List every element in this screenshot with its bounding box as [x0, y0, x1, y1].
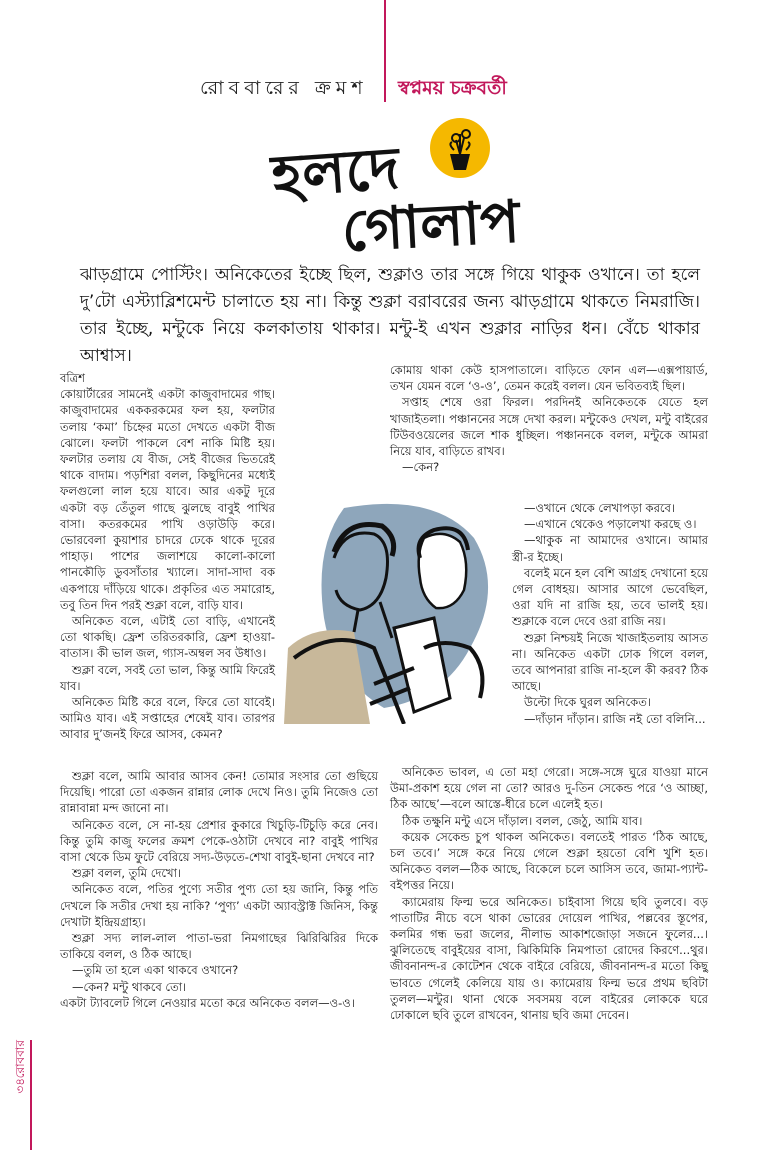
paragraph: অনিকেত বলে, এটাই তো বাড়ি, এখানেই তো থাকছি। ফ্রেশ তরিতরকারি, ফ্রেশ হাওয়া-বাতাস। কী ভাল জল, গ্যাস-অম্বল সব উধাও।: [60, 614, 275, 661]
paragraph: ঠিক তক্ষুনি মন্টু এসে দাঁড়াল। বলল, জেঠু, আমি যাব।: [402, 813, 643, 828]
column-b: [390, 362, 708, 475]
paragraph: উল্টো দিকে ঘুরল অনিকেত।: [524, 695, 651, 710]
paragraph: কোয়ার্টারের সামনেই একটা কাজুবাদামের গাছ। কাজুবাদামের এককরকমের ফল হয়, ফলটার তলায় ‘কমা’ চিহ্নের মতো দেখতে একটা বীজ ঝোলে। ফলটা পাকলে বেশ নাকি মিষ্টি হয়। ফলটার তলায় যে বীজ, সেই বীজের ভিতরেই থাকে বাদাম। পড়শিরা বলল, কিছুদিনের মধ্যেই ফলগুলো লাল হয়ে যাবে। আর একটু দূরে একটা বড় তেঁতুল গাছে ঝুলছে বাবুই পাখির বাসা। কতরকমের পাখি ওড়াউড়ি করে। ভোরবেলা কুয়াশার চাদরে ঢেকে থাকে দূরের পাহাড়। পাশের জলাশয়ে কালো-কালো পানকৌড়ি ডুবসাঁতার খ্যালে। সাদা-সাদা বক একপায়ে দাঁড়িয়ে থাকে। প্রকৃতির এত সমারোহ, তবু তিন দিন পরই শুক্লা বলে, বাড়ি যাব।: [60, 387, 275, 612]
column-b-lower: [390, 764, 708, 1023]
paragraph: —দাঁড়ান দাঁড়ান। রাজি নই তো বলিনি...: [524, 711, 706, 726]
paragraph: —কেন?: [402, 460, 440, 475]
paragraph: কোমায় থাকা কেউ হাসপাতালে। বাড়িতে ফোন এল—এক্সপায়ার্ড, তখন যেমন বলে ‘ও-ও’, তেমন করেই বলল। যেন ভবিতব্যই ছিল।: [390, 363, 708, 394]
paragraph: —ওখানে থেকে লেখাপড়া করবে।: [524, 501, 676, 515]
paragraph: সপ্তাহ শেষে ওরা ফিরল। পরদিনই অনিকেতকে যেতে হল খাজাইতলা। পঞ্চাননের সঙ্গে দেখা করল। মন্টুকেও দেখল, মন্টু বাইরের টিউবওয়েলের জলে শাক ধুচ্ছিল। পঞ্চাননকে বলল, মন্টুকে আমরা নিয়ে যাব, বাড়িতে রাখব।: [390, 395, 708, 459]
paragraph: শুক্লা সদ্য লাল-লাল পাতা-ভরা নিমগাছের ঝিরিঝিরির দিকে তাকিয়ে বলল, ও ঠিক আছে।: [60, 931, 378, 962]
flower-pot-logo-icon: [428, 116, 492, 180]
author-name: স্বপ্নময় চক্রবর্তী: [398, 77, 507, 99]
paragraph: শুক্লা বলল, তুমি দেখো।: [72, 866, 182, 881]
paragraph: অনিকেত বলে, সে না-হয় প্রেশার কুকারে খিচুড়ি-টিচুড়ি করে নেব। কিন্তু তুমি কাজু ফলের ক্রমশ পেকে-ওঠাটা দেখবে না? বাবুই পাখির বাসা থেকে ডিম ফুটে বেরিয়ে সদ্য-উড়তে-শেখা বাবুই-ছানা দেখবে না?: [60, 817, 378, 865]
paragraph: শুক্লা নিশ্চয়ই নিজে খাজাইতলায় আসত না। অনিকেত একটা ঢোক গিলে বলল, তবে আপনারা রাজি না-হলে কী করব? ঠিক আছে।: [512, 630, 708, 694]
column-a-lower: [60, 768, 378, 1011]
chapter-number: বত্রিশ: [60, 371, 85, 385]
column-b-middle: [512, 500, 708, 727]
side-bar: [30, 1040, 32, 1150]
paragraph: কয়েক সেকেন্ড চুপ থাকল অনিকেত। বলতেই পারত ‘ঠিক আছে, চল তবে।’ সঙ্গে করে নিয়ে গেলে শুক্লা হয়তো বেশি খুশি হত। অনিকেত বলল—ঠিক আছে, বিকেলে চলে আসিস তবে, জামা-প্যান্ট-বইপত্তর নিয়ে।: [390, 829, 708, 893]
magazine-name: রোববার: [13, 1040, 27, 1079]
paragraph: শুক্লা বলে, আমি আবার আসব কেন! তোমার সংসার তো গুছিয়ে দিয়েছি। পারো তো একজন রান্নার লোক দেখে নিও। তুমি নিজেও তো রান্নাবান্না মন্দ জানো না।: [60, 769, 378, 816]
title-line1: হলদে: [269, 133, 402, 211]
paragraph: অনিকেত মিষ্টি করে বলে, ফিরে তো যাবেই। আমিও যাব। এই সপ্তাহের শেষেই যাব। তারপর আবার দু’জনই ফিরে আসব, কেমন?: [60, 695, 275, 742]
paragraph: অনিকেত বলে, পতির পুণ্যে সতীর পুণ্য তো হয় জানি, কিন্তু পতি দেখলে কি সতীর দেখা হয় নাকি? ‘পুণ্য’ একটা অ্যাবস্ট্রাক্ট জিনিস, কিন্তু দেখাটা ইন্দ্রিয়গ্রাহ্য।: [60, 882, 378, 929]
header-divider-line: [384, 0, 386, 102]
intro-paragraph: ঝাড়গ্রামে পোস্টিং। অনিকেতের ইচ্ছে ছিল, শুক্লাও তার সঙ্গে গিয়ে থাকুক ওখানে। তা হলে দু’টো এস্ট্যাব্লিশমেন্ট চালাতে হয় না। কিন্তু শুক্লা বরাবরের জন্য ঝাড়গ্রামে থাকতে নিমরাজি। তার ইচ্ছে, মন্টুকে নিয়ে কলকাতায় থাকার। মন্টু-ই এখন শুক্লার নাড়ির ধন। বেঁচে থাকার আশ্বাস।: [80, 265, 700, 366]
story-illustration: [274, 498, 506, 724]
paragraph: বলেই মনে হল বেশি আগ্রহ দেখানো হয়ে গেল বোধহয়। আসার আগে ভেবেছিল, ওরা যদি না রাজি হয়, তবে ভালই হয়। শুক্লাকে বলে দেবে ওরা রাজি নয়।: [512, 565, 708, 629]
column-a: [60, 370, 275, 743]
paragraph: —তুমি তা হলে একা থাকবে ওখানে?: [72, 963, 239, 978]
series-name: রোববারের ক্রমশ: [200, 77, 368, 99]
page-number: ৩৪: [13, 1078, 27, 1094]
paragraph: —থাকুক না আমাদের ওখানে। আমার স্ত্রী-র ইচ্ছে।: [512, 533, 708, 564]
side-folio: [10, 1040, 28, 1150]
title-line2: গোলাপ: [340, 187, 522, 265]
paragraph: ক্যামেরায় ফিল্ম ভরে অনিকেত। চাইবাসা গিয়ে ছবি তুলবে। বড় পাতাটির নীচে বসে থাকা ভোরের দোয়েল পাখির, পল্লবের স্তূপের, কলমির গন্ধ ভরা জলের, নীলাভ আকাশজোড়া সজনে ফুলের...। ঝুলিতেছে বাবুইয়ের বাসা, ঝিকিমিকি নিমপাতা রোদের কিরণে...থুর। জীবনানন্দ-র কোটেশন থেকে বাইরে বেরিয়ে, জীবনানন্দ-র মতো কিছু ভাবতে গেলেই কেলিয়ে যায় ও। ক্যামেরায় ফিল্ম ভরে প্রথম ছবিটা তুলল—মন্টুর। থানা থেকে সবসময় বলে বাইরের লোককে ঘরে ঢোকালে ছবি তুলে রাখবেন, থানায় ছবি জমা দেবেন।: [390, 894, 708, 1023]
paragraph: —কেন? মন্টু থাকবে তো।: [72, 979, 187, 994]
paragraph: একটা ট্যাবলেট গিলে নেওয়ার মতো করে অনিকেত বলল—ও-ও।: [60, 995, 355, 1010]
paragraph: —এখানে থেকেও পড়ালেখা করছে ও।: [524, 517, 697, 532]
paragraph: অনিকেত ভাবল, এ তো মহা গেরো। সঙ্গে-সঙ্গে ঘুরে যাওয়া মানে উমা-প্রকাশ হয়ে গেল না তো? আরও দু-তিন সেকেন্ড পরে ‘ও আচ্ছা, ঠিক আছে’—বলে আস্তে-ধীরে চলে এলেই হত।: [390, 765, 708, 812]
paragraph: শুক্লা বলে, সবই তো ভাল, কিন্তু আমি ফিরেই যাব।: [60, 662, 275, 693]
